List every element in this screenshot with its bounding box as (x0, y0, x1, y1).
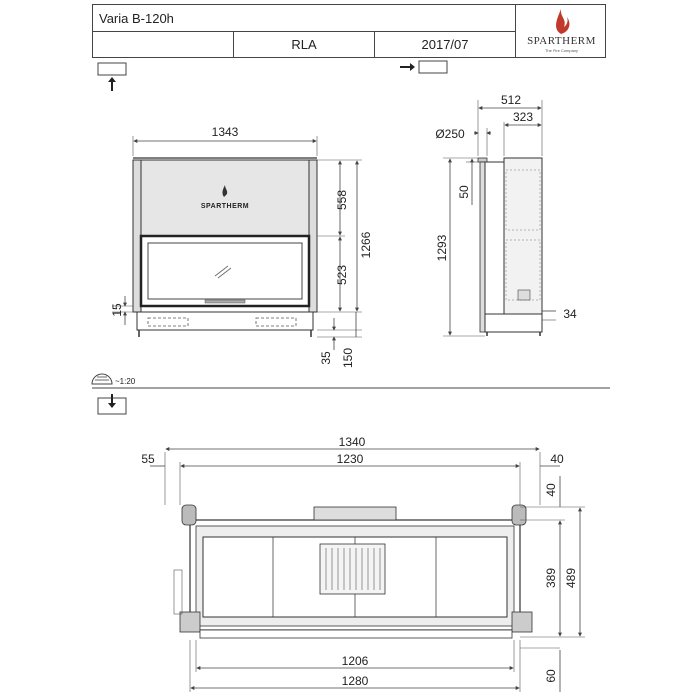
front-view (110, 125, 373, 368)
side-bottom-offset-label: 34 (563, 307, 577, 321)
depth-inner-label: 389 (544, 567, 558, 589)
opening-width-label: 1206 (341, 654, 369, 668)
bottom-margin-label: 60 (544, 669, 558, 683)
bottom-offset-label: 35 (319, 351, 333, 365)
depth-label: 512 (500, 93, 522, 107)
brand-name: SPARTHERM (527, 35, 596, 47)
top-overall-width-label: 1340 (338, 435, 366, 449)
code-cell: RLA (234, 32, 375, 58)
panel-brand: SPARTHERM (200, 203, 250, 210)
bottom-width-label: 1280 (341, 674, 369, 688)
inner-depth-label: 323 (512, 110, 534, 124)
base-height-label: 150 (341, 347, 355, 369)
date-cell: 2017/07 (375, 32, 516, 58)
upper-height-label: 558 (335, 189, 349, 211)
side-view (435, 93, 577, 336)
model-name: Varia B-120h (99, 11, 174, 26)
total-height-label: 1266 (359, 231, 373, 259)
side-view-icon (400, 61, 447, 73)
front-view-icon (98, 63, 126, 91)
front-width-label: 1343 (211, 125, 239, 139)
top-inner-width-label: 1230 (336, 452, 364, 466)
top-right-margin-label: 40 (550, 452, 564, 466)
scale-label: ~1:20 (115, 377, 136, 386)
door-height-label: 523 (335, 264, 349, 286)
side-total-height-label: 1293 (435, 234, 449, 262)
top-left-margin-label: 55 (141, 452, 155, 466)
flue-diameter-label: Ø250 (435, 127, 465, 141)
left-offset-label: 15 (110, 303, 124, 317)
brand-tagline: The Fire Company (544, 48, 579, 53)
depth-total-label: 489 (564, 567, 578, 589)
flue-height-label: 50 (457, 185, 471, 199)
top-view (141, 435, 585, 692)
top-margin-label: 40 (544, 483, 558, 497)
